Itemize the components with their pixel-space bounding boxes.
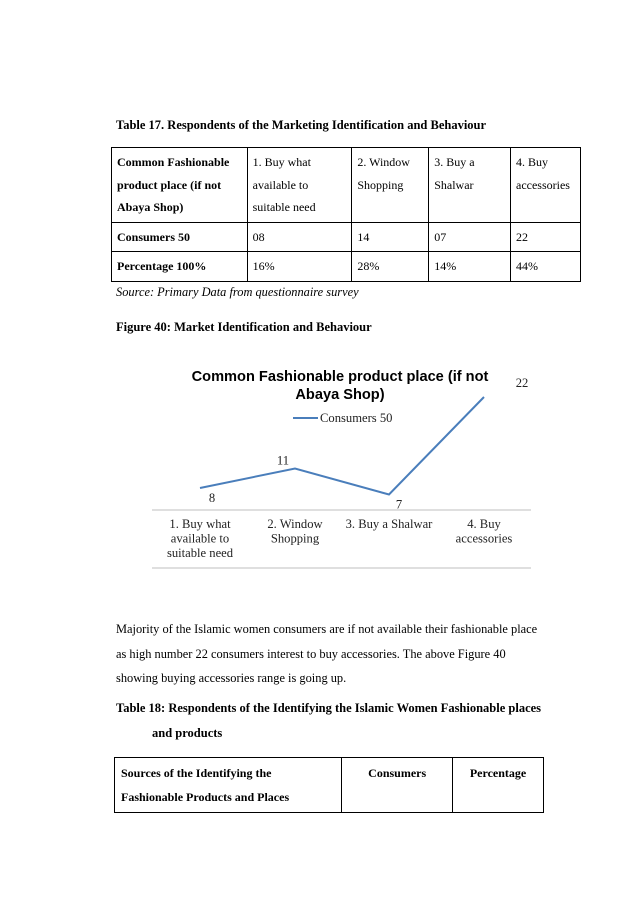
header-col1-line: available to — [252, 177, 309, 192]
source-note: Source: Primary Data from questionnaire survey — [116, 285, 359, 299]
header-col4-line: 4. Buy — [516, 155, 549, 169]
table-cell: 14% — [429, 252, 511, 282]
figure40-caption: Figure 40: Market Identification and Behaviour — [116, 320, 372, 334]
x-tick-label: 2. Window — [267, 517, 323, 531]
x-tick-label: suitable need — [166, 546, 234, 560]
x-tick-label: available to — [170, 531, 230, 546]
header-col1-line: Sources of the Identifying the — [121, 766, 272, 780]
table18-caption-line1: Table 18: Respondents of the Identifying the Islamic Women Fashionable places — [116, 701, 542, 715]
legend-label: Consumers 50 — [320, 411, 393, 425]
chart-title-line: Abaya Shop) — [295, 387, 385, 403]
table18-caption-line2: and products — [152, 726, 223, 740]
paragraph-line: Majority of the Islamic women consumers are if not available their fashionable place — [116, 622, 538, 636]
table-cell: 22 — [511, 222, 581, 252]
header-label-line: product place (if not — [117, 177, 222, 192]
data-label: 7 — [395, 497, 403, 512]
paragraph-line: showing buying accessories range is going up. — [116, 671, 347, 686]
table17-caption: Table 17. Respondents of the Marketing Identification and Behaviour — [116, 118, 487, 132]
table-cell: 07 — [429, 222, 511, 252]
header-col1-line: 1. Buy what — [252, 155, 311, 169]
header-label-line: Abaya Shop) — [117, 200, 184, 214]
chart-title-line: Common Fashionable product place (if not — [191, 369, 489, 385]
table-cell: 28% — [352, 252, 429, 282]
table18-header-consumers: Consumers — [342, 758, 453, 813]
table18 — [114, 757, 544, 813]
table18-header-col1 — [115, 758, 342, 813]
body-paragraph — [116, 617, 546, 691]
data-label: 22 — [515, 376, 529, 390]
table18-header-percentage: Percentage — [453, 758, 544, 813]
data-label: 11 — [276, 453, 290, 468]
header-col2-line: Shopping — [357, 177, 404, 192]
header-col4-line: accessories — [516, 177, 570, 192]
paragraph-line: as high number 22 consumers interest to buy accessories. The above Figure 40 — [116, 646, 506, 661]
x-tick-label: 4. Buy — [467, 517, 501, 531]
header-col1-line: Fashionable Products and Places — [121, 790, 290, 804]
header-col3-line: 3. Buy a — [434, 155, 475, 169]
x-tick-label: accessories — [455, 531, 513, 546]
row-label: Consumers 50 — [112, 222, 248, 252]
header-col1-line: suitable need — [252, 200, 316, 214]
table18-header-row — [115, 758, 544, 813]
table-cell: 14 — [352, 222, 429, 252]
data-label: 8 — [208, 491, 216, 505]
table-cell: 16% — [247, 252, 352, 282]
row-label: Percentage 100% — [112, 252, 248, 282]
table-cell: 08 — [247, 222, 352, 252]
x-tick-label: Shopping — [270, 531, 320, 546]
x-tick-label: 1. Buy what — [169, 517, 231, 531]
header-col2-line: 2. Window — [357, 155, 410, 169]
header-col3-line: Shalwar — [434, 177, 474, 192]
header-label-line: Common Fashionable — [117, 155, 230, 169]
table-cell: 44% — [511, 252, 581, 282]
x-tick-label: 3. Buy a Shalwar — [345, 517, 433, 531]
